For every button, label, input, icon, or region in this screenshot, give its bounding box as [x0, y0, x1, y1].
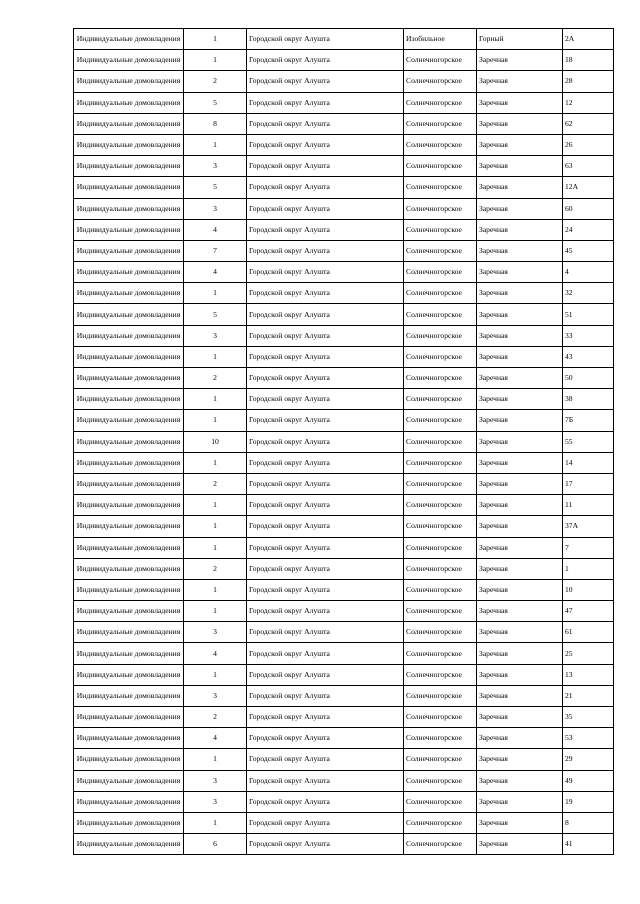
district-cell: Городской округ Алушта	[247, 368, 404, 389]
count-cell: 3	[184, 156, 247, 177]
settlement-cell: Солнечногорское	[404, 601, 477, 622]
table-row	[74, 325, 614, 346]
building-type-cell: Индивидуальные домовладения	[74, 304, 184, 325]
table-row	[74, 707, 614, 728]
house-number-cell: 35	[563, 707, 614, 728]
house-number-cell: 21	[563, 685, 614, 706]
settlement-cell: Солнечногорское	[404, 643, 477, 664]
settlement-cell: Солнечногорское	[404, 791, 477, 812]
building-type-cell: Индивидуальные домовладения	[74, 707, 184, 728]
table-row	[74, 346, 614, 367]
settlement-cell: Солнечногорское	[404, 346, 477, 367]
settlement-cell: Солнечногорское	[404, 283, 477, 304]
settlement-cell: Солнечногорское	[404, 728, 477, 749]
building-type-cell: Индивидуальные домовладения	[74, 622, 184, 643]
count-cell: 5	[184, 304, 247, 325]
building-type-cell: Индивидуальные домовладения	[74, 346, 184, 367]
settlement-cell: Солнечногорское	[404, 473, 477, 494]
table-row	[74, 791, 614, 812]
district-cell: Городской округ Алушта	[247, 728, 404, 749]
building-type-cell: Индивидуальные домовладения	[74, 50, 184, 71]
count-cell: 2	[184, 368, 247, 389]
district-cell: Городской округ Алушта	[247, 304, 404, 325]
house-number-cell: 61	[563, 622, 614, 643]
street-cell: Заречная	[477, 431, 563, 452]
building-type-cell: Индивидуальные домовладения	[74, 473, 184, 494]
street-cell: Заречная	[477, 770, 563, 791]
table-row	[74, 410, 614, 431]
house-number-cell: 63	[563, 156, 614, 177]
table-row	[74, 134, 614, 155]
table-row	[74, 389, 614, 410]
district-cell: Городской округ Алушта	[247, 346, 404, 367]
address-table	[73, 28, 614, 855]
count-cell: 1	[184, 664, 247, 685]
district-cell: Городской округ Алушта	[247, 325, 404, 346]
count-cell: 1	[184, 537, 247, 558]
count-cell: 1	[184, 579, 247, 600]
house-number-cell: 60	[563, 198, 614, 219]
district-cell: Городской округ Алушта	[247, 50, 404, 71]
settlement-cell: Солнечногорское	[404, 579, 477, 600]
district-cell: Городской округ Алушта	[247, 177, 404, 198]
count-cell: 2	[184, 707, 247, 728]
house-number-cell: 12А	[563, 177, 614, 198]
house-number-cell: 7Б	[563, 410, 614, 431]
count-cell: 3	[184, 791, 247, 812]
street-cell: Заречная	[477, 240, 563, 261]
building-type-cell: Индивидуальные домовладения	[74, 389, 184, 410]
building-type-cell: Индивидуальные домовладения	[74, 791, 184, 812]
settlement-cell: Солнечногорское	[404, 71, 477, 92]
count-cell: 1	[184, 134, 247, 155]
building-type-cell: Индивидуальные домовладения	[74, 262, 184, 283]
building-type-cell: Индивидуальные домовладения	[74, 579, 184, 600]
building-type-cell: Индивидуальные домовладения	[74, 728, 184, 749]
district-cell: Городской округ Алушта	[247, 262, 404, 283]
table-row	[74, 283, 614, 304]
table-row	[74, 601, 614, 622]
district-cell: Городской округ Алушта	[247, 29, 404, 50]
count-cell: 6	[184, 834, 247, 855]
street-cell: Заречная	[477, 728, 563, 749]
settlement-cell: Солнечногорское	[404, 113, 477, 134]
street-cell: Заречная	[477, 643, 563, 664]
count-cell: 4	[184, 728, 247, 749]
district-cell: Городской округ Алушта	[247, 664, 404, 685]
count-cell: 5	[184, 177, 247, 198]
street-cell: Заречная	[477, 452, 563, 473]
street-cell: Заречная	[477, 389, 563, 410]
count-cell: 3	[184, 770, 247, 791]
count-cell: 8	[184, 113, 247, 134]
settlement-cell: Солнечногорское	[404, 389, 477, 410]
settlement-cell: Солнечногорское	[404, 495, 477, 516]
table-row	[74, 431, 614, 452]
house-number-cell: 7	[563, 537, 614, 558]
house-number-cell: 4	[563, 262, 614, 283]
count-cell: 1	[184, 812, 247, 833]
count-cell: 1	[184, 50, 247, 71]
house-number-cell: 1	[563, 558, 614, 579]
count-cell: 1	[184, 601, 247, 622]
district-cell: Городской округ Алушта	[247, 283, 404, 304]
house-number-cell: 53	[563, 728, 614, 749]
building-type-cell: Индивидуальные домовладения	[74, 834, 184, 855]
building-type-cell: Индивидуальные домовладения	[74, 177, 184, 198]
count-cell: 4	[184, 643, 247, 664]
district-cell: Городской округ Алушта	[247, 240, 404, 261]
district-cell: Городской округ Алушта	[247, 601, 404, 622]
building-type-cell: Индивидуальные домовладения	[74, 516, 184, 537]
house-number-cell: 8	[563, 812, 614, 833]
house-number-cell: 45	[563, 240, 614, 261]
settlement-cell: Солнечногорское	[404, 156, 477, 177]
district-cell: Городской округ Алушта	[247, 134, 404, 155]
street-cell: Заречная	[477, 558, 563, 579]
settlement-cell: Солнечногорское	[404, 325, 477, 346]
street-cell: Заречная	[477, 134, 563, 155]
district-cell: Городской округ Алушта	[247, 685, 404, 706]
count-cell: 1	[184, 516, 247, 537]
house-number-cell: 28	[563, 71, 614, 92]
street-cell: Заречная	[477, 113, 563, 134]
settlement-cell: Солнечногорское	[404, 219, 477, 240]
street-cell: Заречная	[477, 346, 563, 367]
house-number-cell: 18	[563, 50, 614, 71]
count-cell: 1	[184, 389, 247, 410]
district-cell: Городской округ Алушта	[247, 770, 404, 791]
count-cell: 4	[184, 262, 247, 283]
building-type-cell: Индивидуальные домовладения	[74, 92, 184, 113]
settlement-cell: Солнечногорское	[404, 50, 477, 71]
table-row	[74, 834, 614, 855]
district-cell: Городской округ Алушта	[247, 537, 404, 558]
house-number-cell: 55	[563, 431, 614, 452]
district-cell: Городской округ Алушта	[247, 113, 404, 134]
district-cell: Городской округ Алушта	[247, 71, 404, 92]
table-row	[74, 516, 614, 537]
settlement-cell: Солнечногорское	[404, 834, 477, 855]
street-cell: Заречная	[477, 664, 563, 685]
table-row	[74, 92, 614, 113]
table-row	[74, 495, 614, 516]
street-cell: Заречная	[477, 262, 563, 283]
house-number-cell: 32	[563, 283, 614, 304]
settlement-cell: Солнечногорское	[404, 707, 477, 728]
house-number-cell: 2А	[563, 29, 614, 50]
district-cell: Городской округ Алушта	[247, 198, 404, 219]
street-cell: Заречная	[477, 156, 563, 177]
street-cell: Горный	[477, 29, 563, 50]
street-cell: Заречная	[477, 685, 563, 706]
settlement-cell: Солнечногорское	[404, 368, 477, 389]
count-cell: 3	[184, 622, 247, 643]
table-row	[74, 177, 614, 198]
street-cell: Заречная	[477, 791, 563, 812]
house-number-cell: 19	[563, 791, 614, 812]
house-number-cell: 37А	[563, 516, 614, 537]
settlement-cell: Солнечногорское	[404, 516, 477, 537]
building-type-cell: Индивидуальные домовладения	[74, 325, 184, 346]
table-row	[74, 770, 614, 791]
district-cell: Городской округ Алушта	[247, 791, 404, 812]
house-number-cell: 33	[563, 325, 614, 346]
street-cell: Заречная	[477, 177, 563, 198]
house-number-cell: 25	[563, 643, 614, 664]
table-row	[74, 368, 614, 389]
district-cell: Городской округ Алушта	[247, 516, 404, 537]
count-cell: 5	[184, 92, 247, 113]
house-number-cell: 62	[563, 113, 614, 134]
street-cell: Заречная	[477, 622, 563, 643]
table-row	[74, 558, 614, 579]
house-number-cell: 10	[563, 579, 614, 600]
table-row	[74, 304, 614, 325]
table-row	[74, 537, 614, 558]
street-cell: Заречная	[477, 834, 563, 855]
building-type-cell: Индивидуальные домовладения	[74, 558, 184, 579]
table-row	[74, 156, 614, 177]
building-type-cell: Индивидуальные домовладения	[74, 156, 184, 177]
district-cell: Городской округ Алушта	[247, 812, 404, 833]
house-number-cell: 29	[563, 749, 614, 770]
street-cell: Заречная	[477, 50, 563, 71]
table-row	[74, 685, 614, 706]
building-type-cell: Индивидуальные домовладения	[74, 452, 184, 473]
count-cell: 3	[184, 325, 247, 346]
settlement-cell: Солнечногорское	[404, 664, 477, 685]
table-row	[74, 812, 614, 833]
building-type-cell: Индивидуальные домовладения	[74, 198, 184, 219]
building-type-cell: Индивидуальные домовладения	[74, 283, 184, 304]
settlement-cell: Солнечногорское	[404, 749, 477, 770]
district-cell: Городской округ Алушта	[247, 622, 404, 643]
settlement-cell: Солнечногорское	[404, 770, 477, 791]
table-row	[74, 71, 614, 92]
district-cell: Городской округ Алушта	[247, 92, 404, 113]
house-number-cell: 26	[563, 134, 614, 155]
building-type-cell: Индивидуальные домовладения	[74, 643, 184, 664]
address-table-body	[74, 29, 614, 855]
building-type-cell: Индивидуальные домовладения	[74, 134, 184, 155]
district-cell: Городской округ Алушта	[247, 579, 404, 600]
table-row	[74, 29, 614, 50]
table-row	[74, 749, 614, 770]
count-cell: 7	[184, 240, 247, 261]
settlement-cell: Изобильное	[404, 29, 477, 50]
house-number-cell: 43	[563, 346, 614, 367]
building-type-cell: Индивидуальные домовладения	[74, 29, 184, 50]
street-cell: Заречная	[477, 304, 563, 325]
house-number-cell: 51	[563, 304, 614, 325]
settlement-cell: Солнечногорское	[404, 537, 477, 558]
table-row	[74, 262, 614, 283]
count-cell: 1	[184, 749, 247, 770]
table-row	[74, 728, 614, 749]
district-cell: Городской округ Алушта	[247, 431, 404, 452]
house-number-cell: 47	[563, 601, 614, 622]
table-row	[74, 452, 614, 473]
settlement-cell: Солнечногорское	[404, 177, 477, 198]
district-cell: Городской округ Алушта	[247, 834, 404, 855]
settlement-cell: Солнечногорское	[404, 558, 477, 579]
count-cell: 3	[184, 685, 247, 706]
street-cell: Заречная	[477, 283, 563, 304]
table-row	[74, 622, 614, 643]
building-type-cell: Индивидуальные домовладения	[74, 240, 184, 261]
settlement-cell: Солнечногорское	[404, 92, 477, 113]
district-cell: Городской округ Алушта	[247, 389, 404, 410]
district-cell: Городской округ Алушта	[247, 156, 404, 177]
building-type-cell: Индивидуальные домовладения	[74, 685, 184, 706]
settlement-cell: Солнечногорское	[404, 240, 477, 261]
settlement-cell: Солнечногорское	[404, 198, 477, 219]
table-row	[74, 219, 614, 240]
settlement-cell: Солнечногорское	[404, 812, 477, 833]
settlement-cell: Солнечногорское	[404, 431, 477, 452]
settlement-cell: Солнечногорское	[404, 262, 477, 283]
street-cell: Заречная	[477, 92, 563, 113]
building-type-cell: Индивидуальные домовладения	[74, 601, 184, 622]
street-cell: Заречная	[477, 749, 563, 770]
count-cell: 1	[184, 495, 247, 516]
house-number-cell: 24	[563, 219, 614, 240]
district-cell: Городской округ Алушта	[247, 410, 404, 431]
district-cell: Городской округ Алушта	[247, 558, 404, 579]
building-type-cell: Индивидуальные домовладения	[74, 749, 184, 770]
settlement-cell: Солнечногорское	[404, 410, 477, 431]
settlement-cell: Солнечногорское	[404, 304, 477, 325]
street-cell: Заречная	[477, 812, 563, 833]
count-cell: 1	[184, 452, 247, 473]
district-cell: Городской округ Алушта	[247, 749, 404, 770]
building-type-cell: Индивидуальные домовладения	[74, 368, 184, 389]
district-cell: Городской округ Алушта	[247, 219, 404, 240]
street-cell: Заречная	[477, 71, 563, 92]
settlement-cell: Солнечногорское	[404, 685, 477, 706]
house-number-cell: 13	[563, 664, 614, 685]
street-cell: Заречная	[477, 537, 563, 558]
count-cell: 4	[184, 219, 247, 240]
district-cell: Городской округ Алушта	[247, 495, 404, 516]
count-cell: 1	[184, 410, 247, 431]
count-cell: 2	[184, 71, 247, 92]
street-cell: Заречная	[477, 219, 563, 240]
district-cell: Городской округ Алушта	[247, 643, 404, 664]
building-type-cell: Индивидуальные домовладения	[74, 812, 184, 833]
building-type-cell: Индивидуальные домовладения	[74, 219, 184, 240]
house-number-cell: 17	[563, 473, 614, 494]
table-row	[74, 198, 614, 219]
building-type-cell: Индивидуальные домовладения	[74, 431, 184, 452]
building-type-cell: Индивидуальные домовладения	[74, 537, 184, 558]
building-type-cell: Индивидуальные домовладения	[74, 71, 184, 92]
street-cell: Заречная	[477, 601, 563, 622]
house-number-cell: 14	[563, 452, 614, 473]
count-cell: 1	[184, 346, 247, 367]
table-row	[74, 473, 614, 494]
settlement-cell: Солнечногорское	[404, 622, 477, 643]
settlement-cell: Солнечногорское	[404, 452, 477, 473]
street-cell: Заречная	[477, 198, 563, 219]
district-cell: Городской округ Алушта	[247, 452, 404, 473]
count-cell: 1	[184, 29, 247, 50]
building-type-cell: Индивидуальные домовладения	[74, 664, 184, 685]
settlement-cell: Солнечногорское	[404, 134, 477, 155]
house-number-cell: 41	[563, 834, 614, 855]
count-cell: 2	[184, 558, 247, 579]
table-row	[74, 579, 614, 600]
building-type-cell: Индивидуальные домовладения	[74, 495, 184, 516]
table-row	[74, 664, 614, 685]
street-cell: Заречная	[477, 325, 563, 346]
street-cell: Заречная	[477, 473, 563, 494]
house-number-cell: 38	[563, 389, 614, 410]
table-row	[74, 240, 614, 261]
building-type-cell: Индивидуальные домовладения	[74, 113, 184, 134]
district-cell: Городской округ Алушта	[247, 473, 404, 494]
district-cell: Городской округ Алушта	[247, 707, 404, 728]
house-number-cell: 12	[563, 92, 614, 113]
house-number-cell: 50	[563, 368, 614, 389]
count-cell: 2	[184, 473, 247, 494]
street-cell: Заречная	[477, 410, 563, 431]
count-cell: 1	[184, 283, 247, 304]
table-row	[74, 113, 614, 134]
table-row	[74, 643, 614, 664]
street-cell: Заречная	[477, 516, 563, 537]
street-cell: Заречная	[477, 495, 563, 516]
house-number-cell: 49	[563, 770, 614, 791]
building-type-cell: Индивидуальные домовладения	[74, 770, 184, 791]
street-cell: Заречная	[477, 707, 563, 728]
count-cell: 10	[184, 431, 247, 452]
building-type-cell: Индивидуальные домовладения	[74, 410, 184, 431]
house-number-cell: 11	[563, 495, 614, 516]
count-cell: 3	[184, 198, 247, 219]
street-cell: Заречная	[477, 368, 563, 389]
table-row	[74, 50, 614, 71]
street-cell: Заречная	[477, 579, 563, 600]
